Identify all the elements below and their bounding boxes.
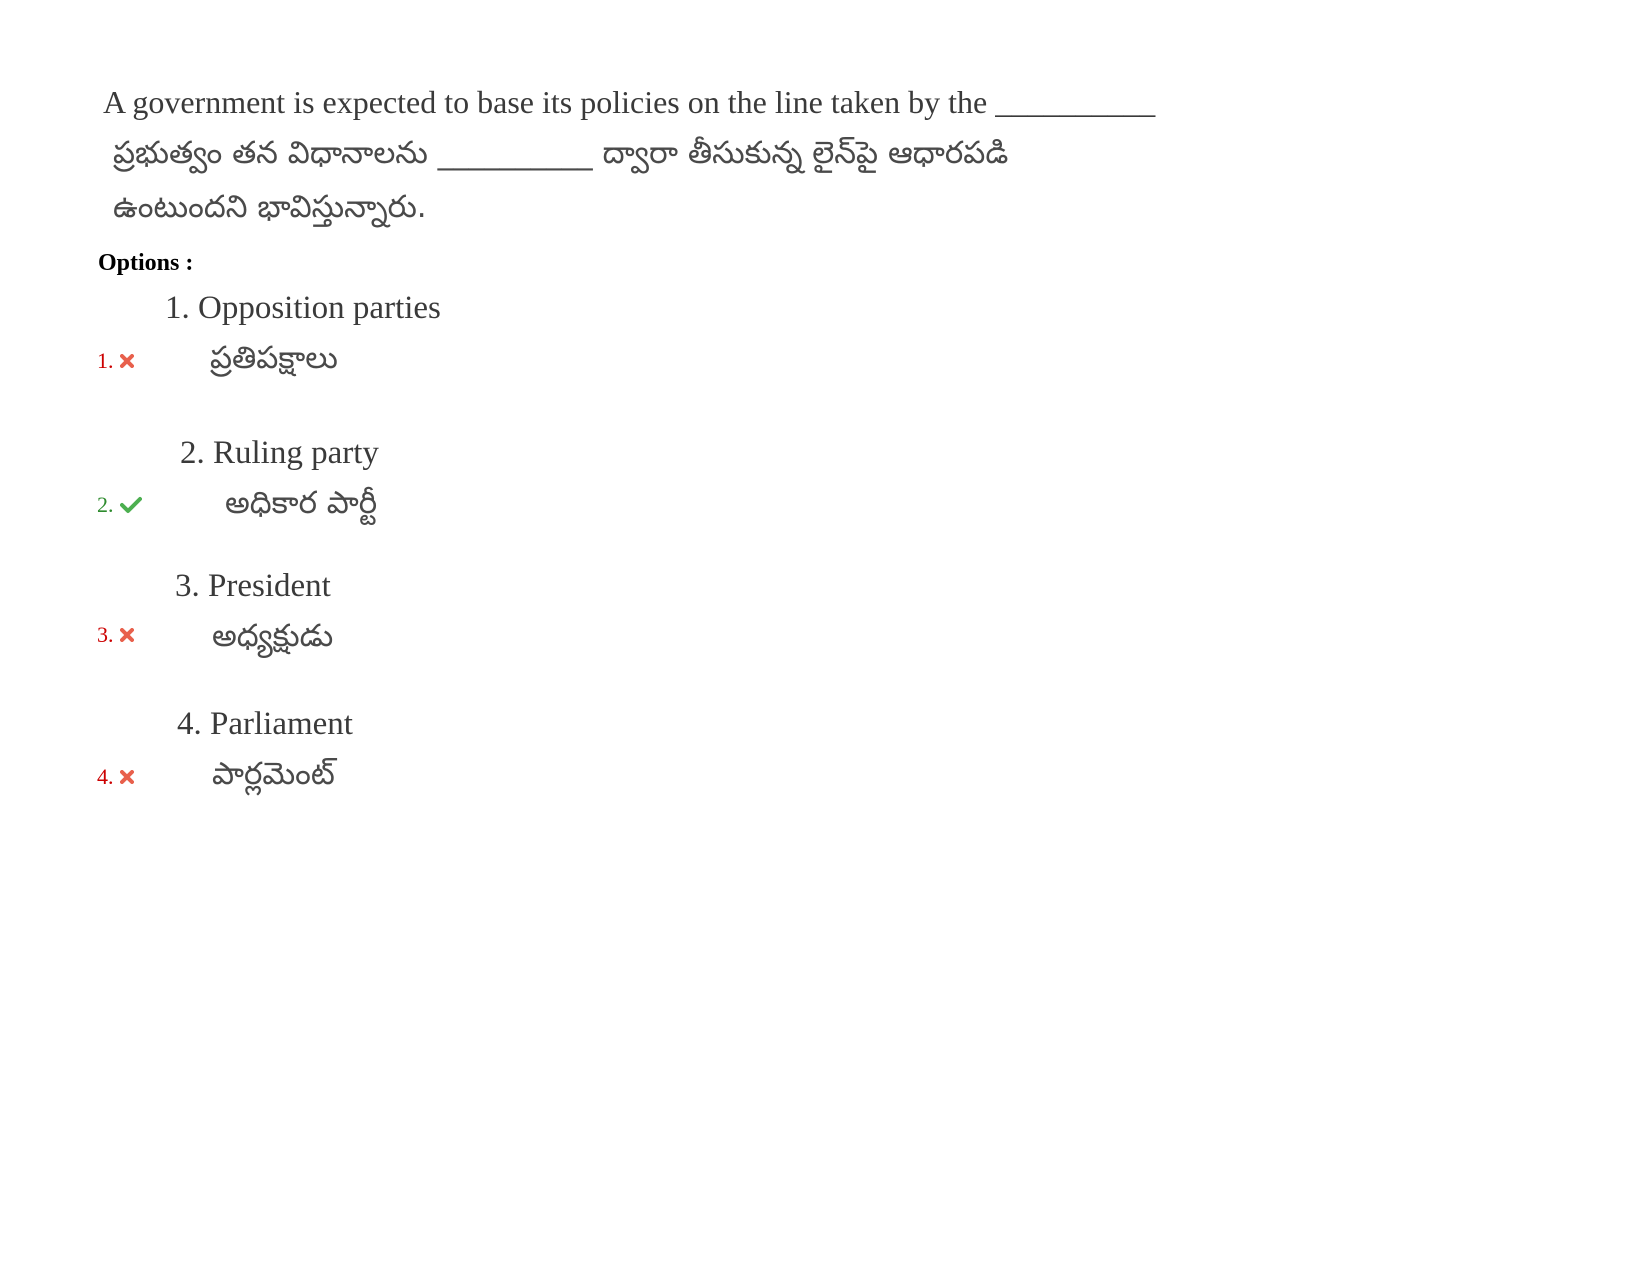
cross-icon	[120, 354, 134, 368]
option-3-number: 3.	[97, 622, 114, 647]
option-3-marker	[97, 622, 134, 648]
question-telugu-line2: ఉంటుందని భావిస్తున్నారు.	[113, 189, 427, 225]
option-2-telugu: అధికార పార్టీ	[225, 485, 378, 521]
option-1-marker	[97, 348, 134, 374]
question-english: A government is expected to base its policies on the line taken by the __________	[103, 84, 1156, 120]
question-telugu-line1: ప్రభుత్వం తన విధానాలను __________ ద్వారా తీసుకున్న లైన్‌పై ఆధారపడి	[113, 135, 1009, 171]
option-3-english: 3. President	[175, 568, 331, 604]
option-1-english: 1. Opposition parties	[165, 290, 441, 326]
cross-icon	[120, 628, 134, 642]
option-4-telugu: పార్లమెంట్	[212, 756, 335, 792]
question-block	[103, 78, 1303, 234]
option-2-number: 2.	[97, 492, 114, 517]
option-1-number: 1.	[97, 348, 114, 373]
option-2-english: 2. Ruling party	[180, 435, 379, 471]
option-4-number: 4.	[97, 764, 114, 789]
check-icon	[120, 496, 142, 514]
option-4-marker	[97, 764, 134, 790]
option-1-telugu: ప్రతిపక్షాలు	[210, 340, 338, 376]
option-3-telugu: అధ్యక్షుడు	[212, 618, 334, 654]
cross-icon	[120, 770, 134, 784]
options-label: Options :	[98, 250, 194, 276]
option-2-marker	[97, 492, 142, 518]
option-4-english: 4. Parliament	[177, 706, 353, 742]
